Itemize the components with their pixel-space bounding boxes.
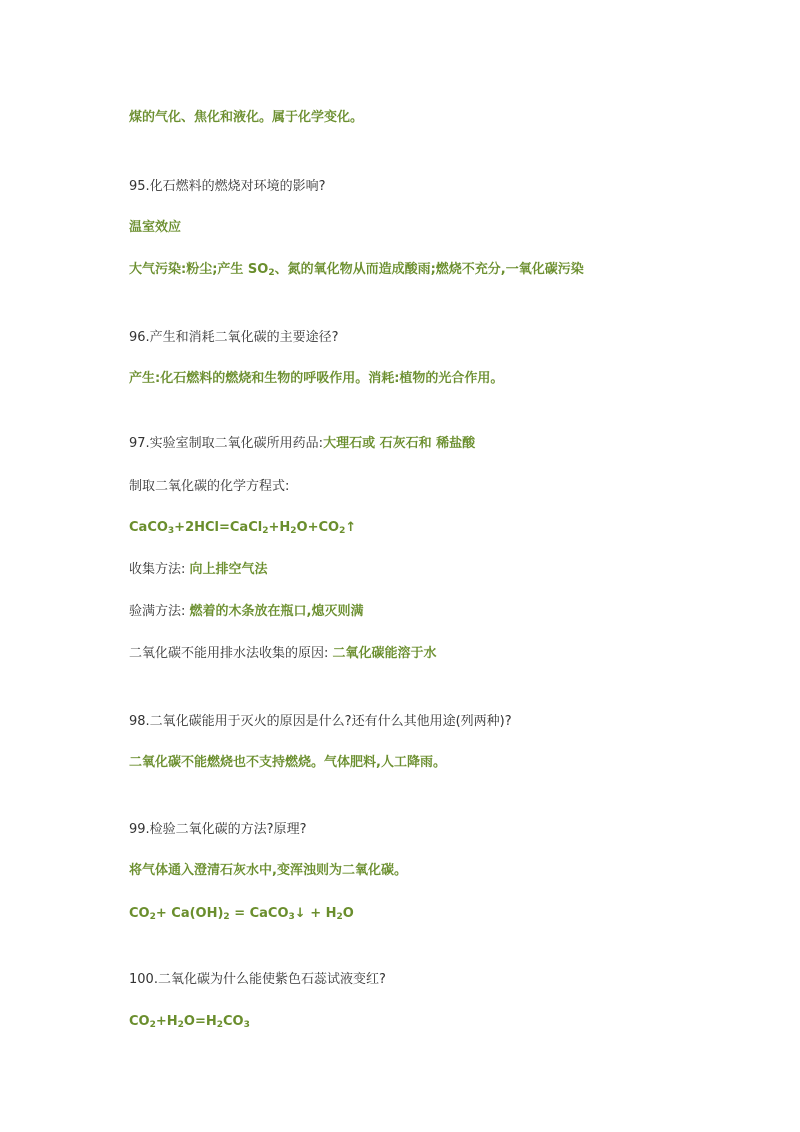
no-water-reason-answer: 二氧化碳能溶于水 <box>332 646 437 661</box>
eq99-sub: 2 <box>223 912 230 922</box>
eq100-part: CO <box>129 1014 150 1029</box>
eq97-sub: 2 <box>339 526 346 536</box>
no-water-reason-label: 二氧化碳不能用排水法收集的原因: <box>129 646 329 661</box>
full-check-label: 验满方法: <box>129 604 186 619</box>
question-95: 95.化石燃料的燃烧对环境的影响? <box>129 179 326 194</box>
eq97-sub: 3 <box>167 526 175 536</box>
eq99-sub: 2 <box>149 912 156 922</box>
answer-96: 产生:化石燃料的燃烧和生物的呼吸作用。消耗:植物的光合作用。 <box>129 371 504 386</box>
answer-95-pollution <box>129 260 584 280</box>
equation-100 <box>129 1012 250 1032</box>
question-96: 96.产生和消耗二氧化碳的主要途径? <box>129 330 339 345</box>
eq97-sub: 2 <box>262 526 269 536</box>
eq97-part: O+CO <box>296 520 340 535</box>
answer-95-pollution-post: 、氮的氧化物从而造成酸雨;燃烧不充分,一氧化碳污染 <box>274 262 584 277</box>
question-99: 99.检验二氧化碳的方法?原理? <box>129 822 307 837</box>
no-water-reason <box>129 644 437 664</box>
eq97-part: +2HCl=CaCl <box>174 520 263 535</box>
question-97-text: 97.实验室制取二氧化碳所用药品: <box>129 436 324 451</box>
eq97-sub: 2 <box>290 526 297 536</box>
answer-95-pollution-pre: 大气污染:粉尘;产生 SO <box>129 262 269 277</box>
answer-95-greenhouse: 温室效应 <box>129 220 182 235</box>
eq100-part: CO <box>223 1014 244 1029</box>
eq99-part: O <box>342 906 354 921</box>
question-97 <box>129 434 475 454</box>
collect-method-answer: 向上排空气法 <box>189 562 268 577</box>
eq99-sub: 3 <box>288 912 295 922</box>
full-check-method <box>129 602 363 622</box>
equation-99 <box>129 904 354 924</box>
equation-97 <box>129 518 356 538</box>
question-100: 100.二氧化碳为什么能使紫色石蕊试液变红? <box>129 972 386 987</box>
eq97-part: +H <box>268 520 291 535</box>
eq100-part: O=H <box>183 1014 217 1029</box>
eq99-part: ↓ + H <box>294 906 337 921</box>
answer-98: 二氧化碳不能燃烧也不支持燃烧。气体肥料,人工降雨。 <box>129 755 446 770</box>
eq100-sub: 3 <box>243 1020 250 1030</box>
eq99-sub: 2 <box>336 912 343 922</box>
collect-method-label: 收集方法: <box>129 562 186 577</box>
eq97-part: ↑ <box>345 520 357 535</box>
eq100-sub: 2 <box>216 1020 223 1030</box>
eq99-part: = CaCO <box>229 906 289 921</box>
equation-97-label: 制取二氧化碳的化学方程式: <box>129 479 290 494</box>
eq99-part: + Ca(OH) <box>155 906 224 921</box>
eq99-part: CO <box>129 906 150 921</box>
collect-method <box>129 560 268 580</box>
answer-99: 将气体通入澄清石灰水中,变浑浊则为二氧化碳。 <box>129 863 407 878</box>
eq100-sub: 2 <box>177 1020 184 1030</box>
eq97-part: CaCO <box>129 520 168 535</box>
intro-text: 煤的气化、焦化和液化。属于化学变化。 <box>129 110 364 125</box>
question-98: 98.二氧化碳能用于灭火的原因是什么?还有什么其他用途(列两种)? <box>129 714 512 729</box>
answer-95-pollution-sub: 2 <box>268 268 275 278</box>
full-check-answer: 燃着的木条放在瓶口,熄灭则满 <box>189 604 364 619</box>
eq100-sub: 2 <box>149 1020 156 1030</box>
eq100-part: +H <box>155 1014 178 1029</box>
question-97-answer: 大理石或 石灰石和 稀盐酸 <box>323 436 476 451</box>
